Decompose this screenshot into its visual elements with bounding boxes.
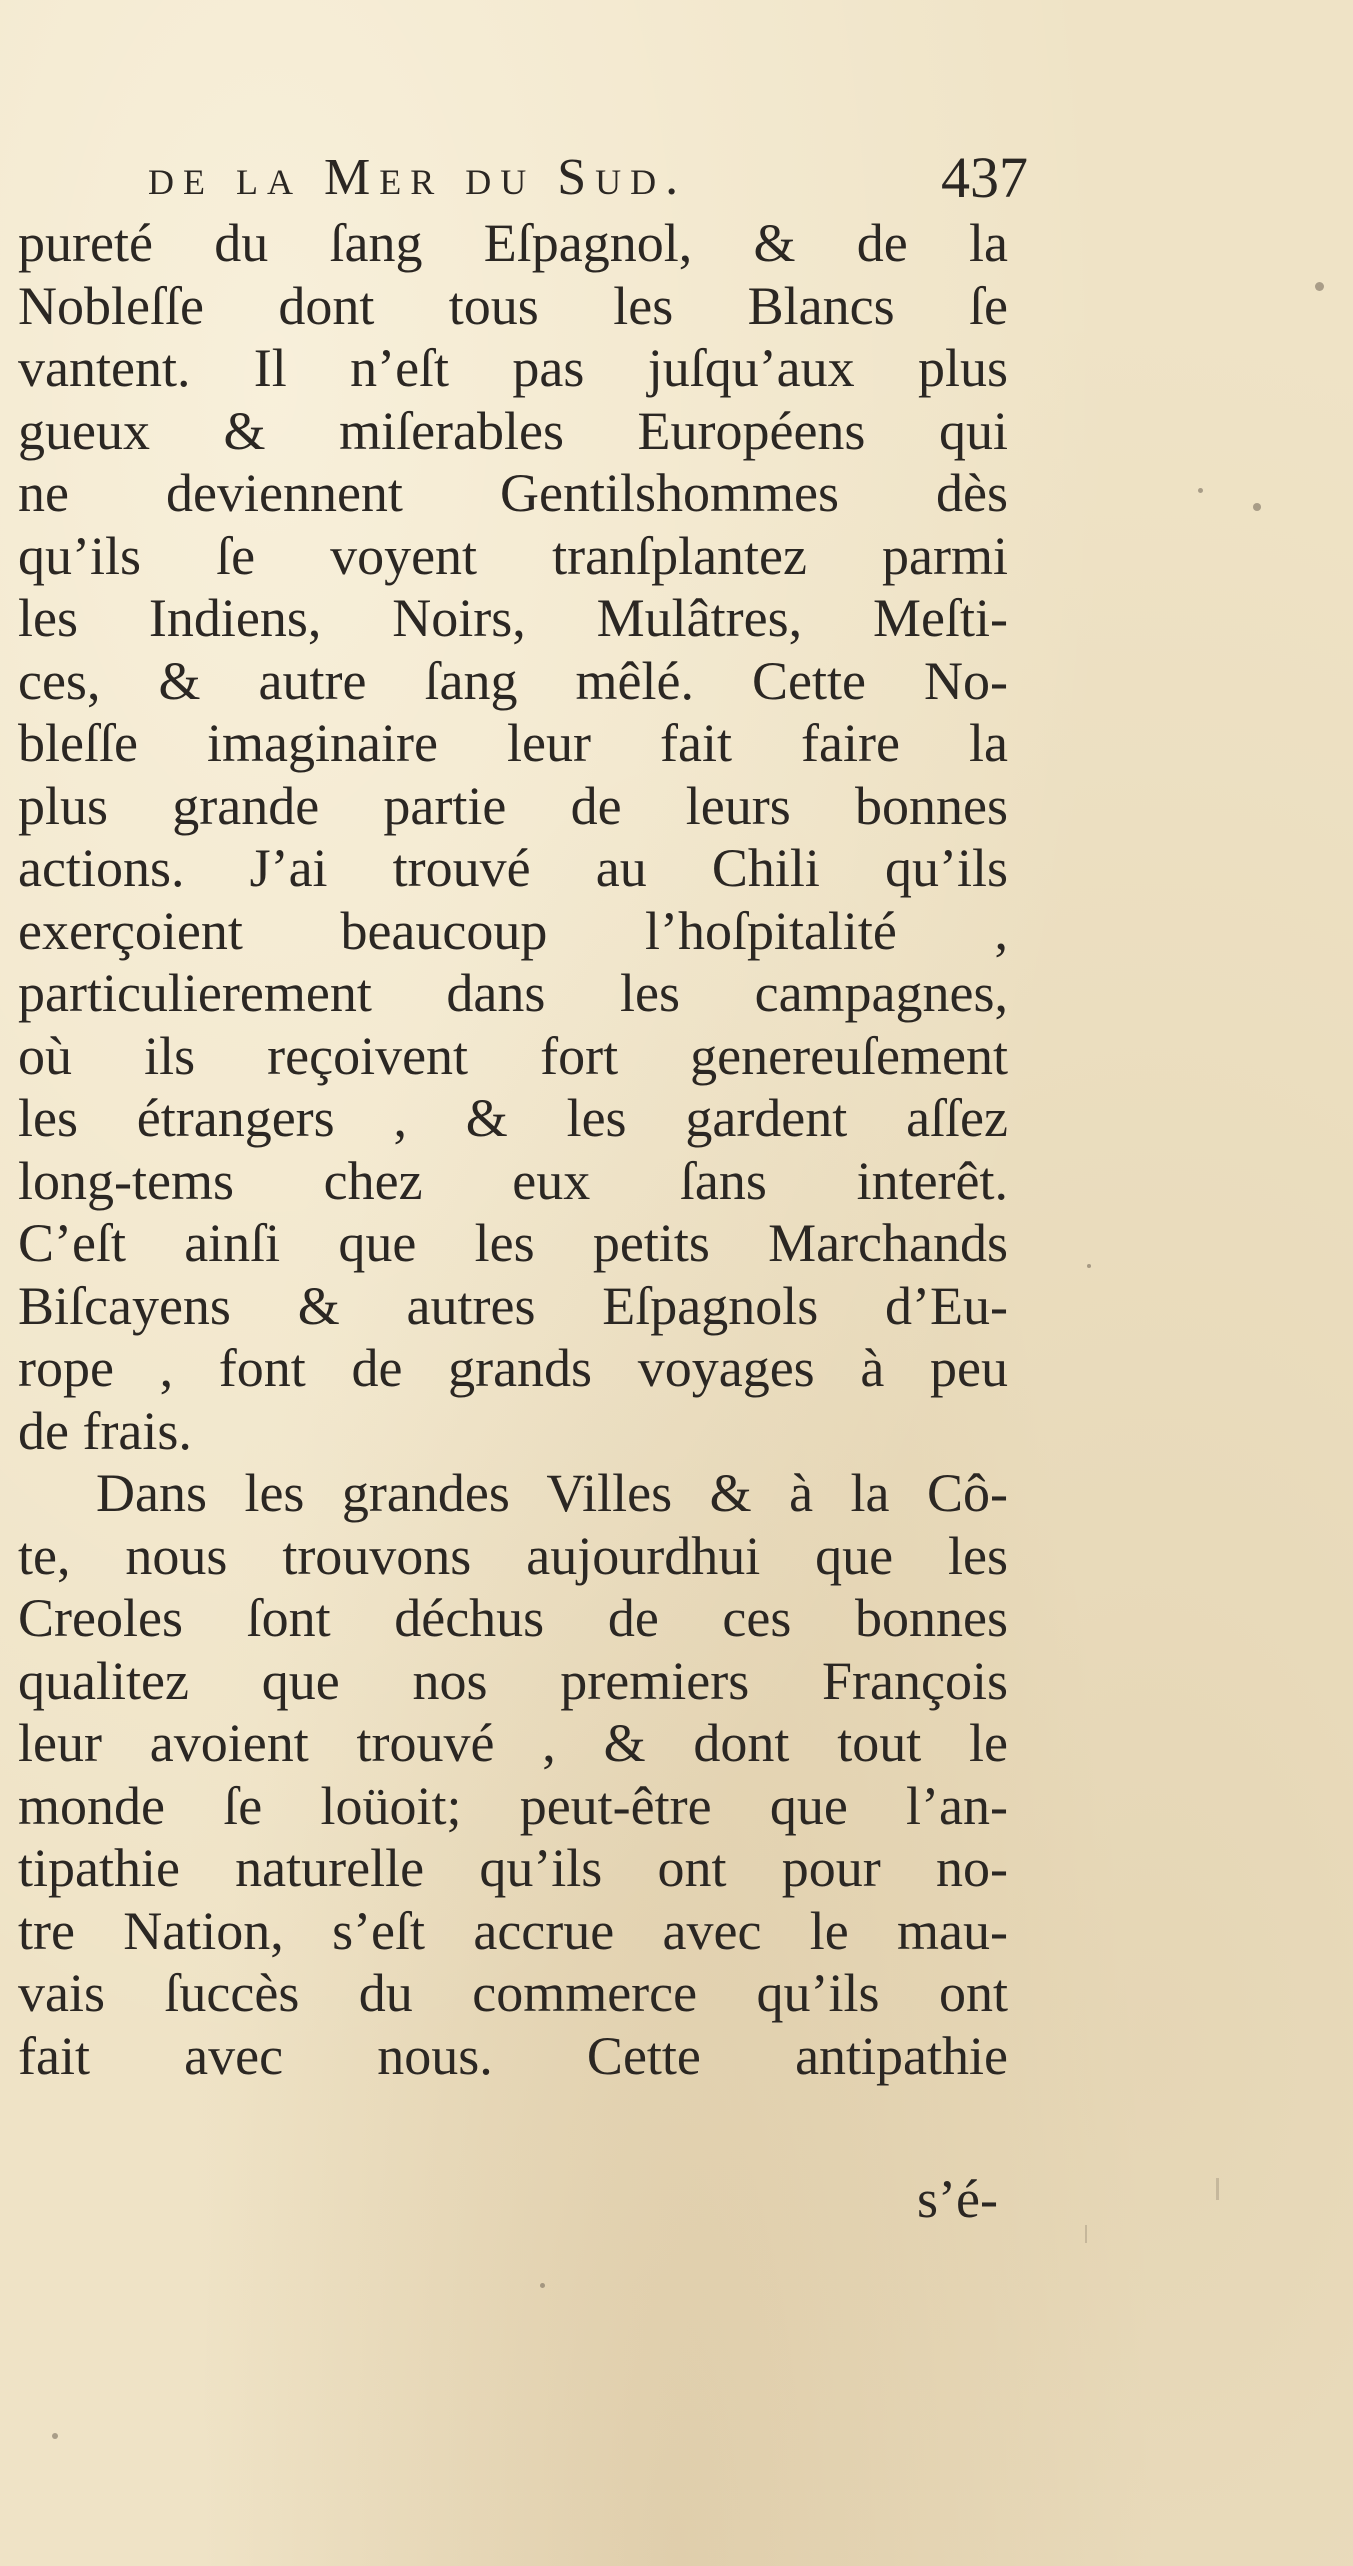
text-line: où ils reçoivent fort genereuſement (18, 1025, 1008, 1086)
text-line: les Indiens, Noirs, Mulâtres, Meſti- (18, 588, 1008, 648)
text-line: long-tems chez eux ſans interêt. (18, 1150, 1008, 1211)
running-head (148, 142, 1028, 214)
text-line: rope , font de grands voyages à peu (18, 1338, 1008, 1398)
text-line: Nobleſſe dont tous les Blancs ſe (18, 275, 1008, 336)
paper-speck (1198, 488, 1203, 493)
paper-speck (1253, 503, 1261, 511)
text-line: Creoles ſont déchus de ces bonnes (18, 1588, 1008, 1648)
text-line-paragraph-start: Dans les grandes Villes & à la Cô- (96, 1463, 1008, 1523)
paper-speck (540, 2283, 545, 2288)
text-line: vais ſuccès du commerce qu’ils ont (18, 1963, 1008, 2023)
text-line: les étrangers , & les gardent aſſez (18, 1088, 1008, 1148)
page-number: 437 (941, 145, 1028, 210)
running-title: de la Mer du Sud. (148, 149, 688, 206)
text-line: tipathie naturelle qu’ils ont pour no- (18, 1838, 1008, 1898)
text-line: monde ſe loüoit; peut-être que l’an- (18, 1775, 1008, 1836)
text-line: tre Nation, s’eſt accrue avec le mau- (18, 1900, 1008, 1961)
paper-mark (1085, 2225, 1087, 2243)
text-line: te, nous trouvons aujourdhui que les (18, 1525, 1008, 1586)
text-line: plus grande partie de leurs bonnes (18, 775, 1008, 836)
text-line: ne deviennent Gentilshommes dès (18, 463, 1008, 523)
text-line: particulierement dans les campagnes, (18, 963, 1008, 1023)
text-line: leur avoient trouvé , & dont tout le (18, 1713, 1008, 1773)
text-line: actions. J’ai trouvé au Chili qu’ils (18, 838, 1008, 898)
text-line: vantent. Il n’eſt pas juſqu’aux plus (18, 338, 1008, 398)
text-line: qu’ils ſe voyent tranſplantez parmi (18, 525, 1008, 586)
text-line: pureté du ſang Eſpagnol, & de la (18, 213, 1008, 273)
text-line: Biſcayens & autres Eſpagnols d’Eu- (18, 1275, 1008, 1336)
text-line-paragraph-end: de frais. (18, 1400, 192, 1461)
text-line: C’eſt ainſi que les petits Marchands (18, 1213, 1008, 1273)
paper-mark (1216, 2178, 1219, 2200)
paper-speck (52, 2433, 58, 2439)
text-line: qualitez que nos premiers François (18, 1650, 1008, 1711)
paper-speck (1087, 1264, 1091, 1268)
paper-speck (1315, 282, 1324, 291)
body-text (18, 212, 1008, 2087)
text-line: ces, & autre ſang mêlé. Cette No- (18, 650, 1008, 711)
text-line: fait avec nous. Cette antipathie (18, 2025, 1008, 2086)
text-line: exerçoient beaucoup l’hoſpitalité , (18, 900, 1008, 961)
text-line: bleſſe imaginaire leur fait faire la (18, 713, 1008, 773)
text-line: gueux & miſerables Européens qui (18, 400, 1008, 461)
catchword: s’é- (917, 2169, 998, 2229)
